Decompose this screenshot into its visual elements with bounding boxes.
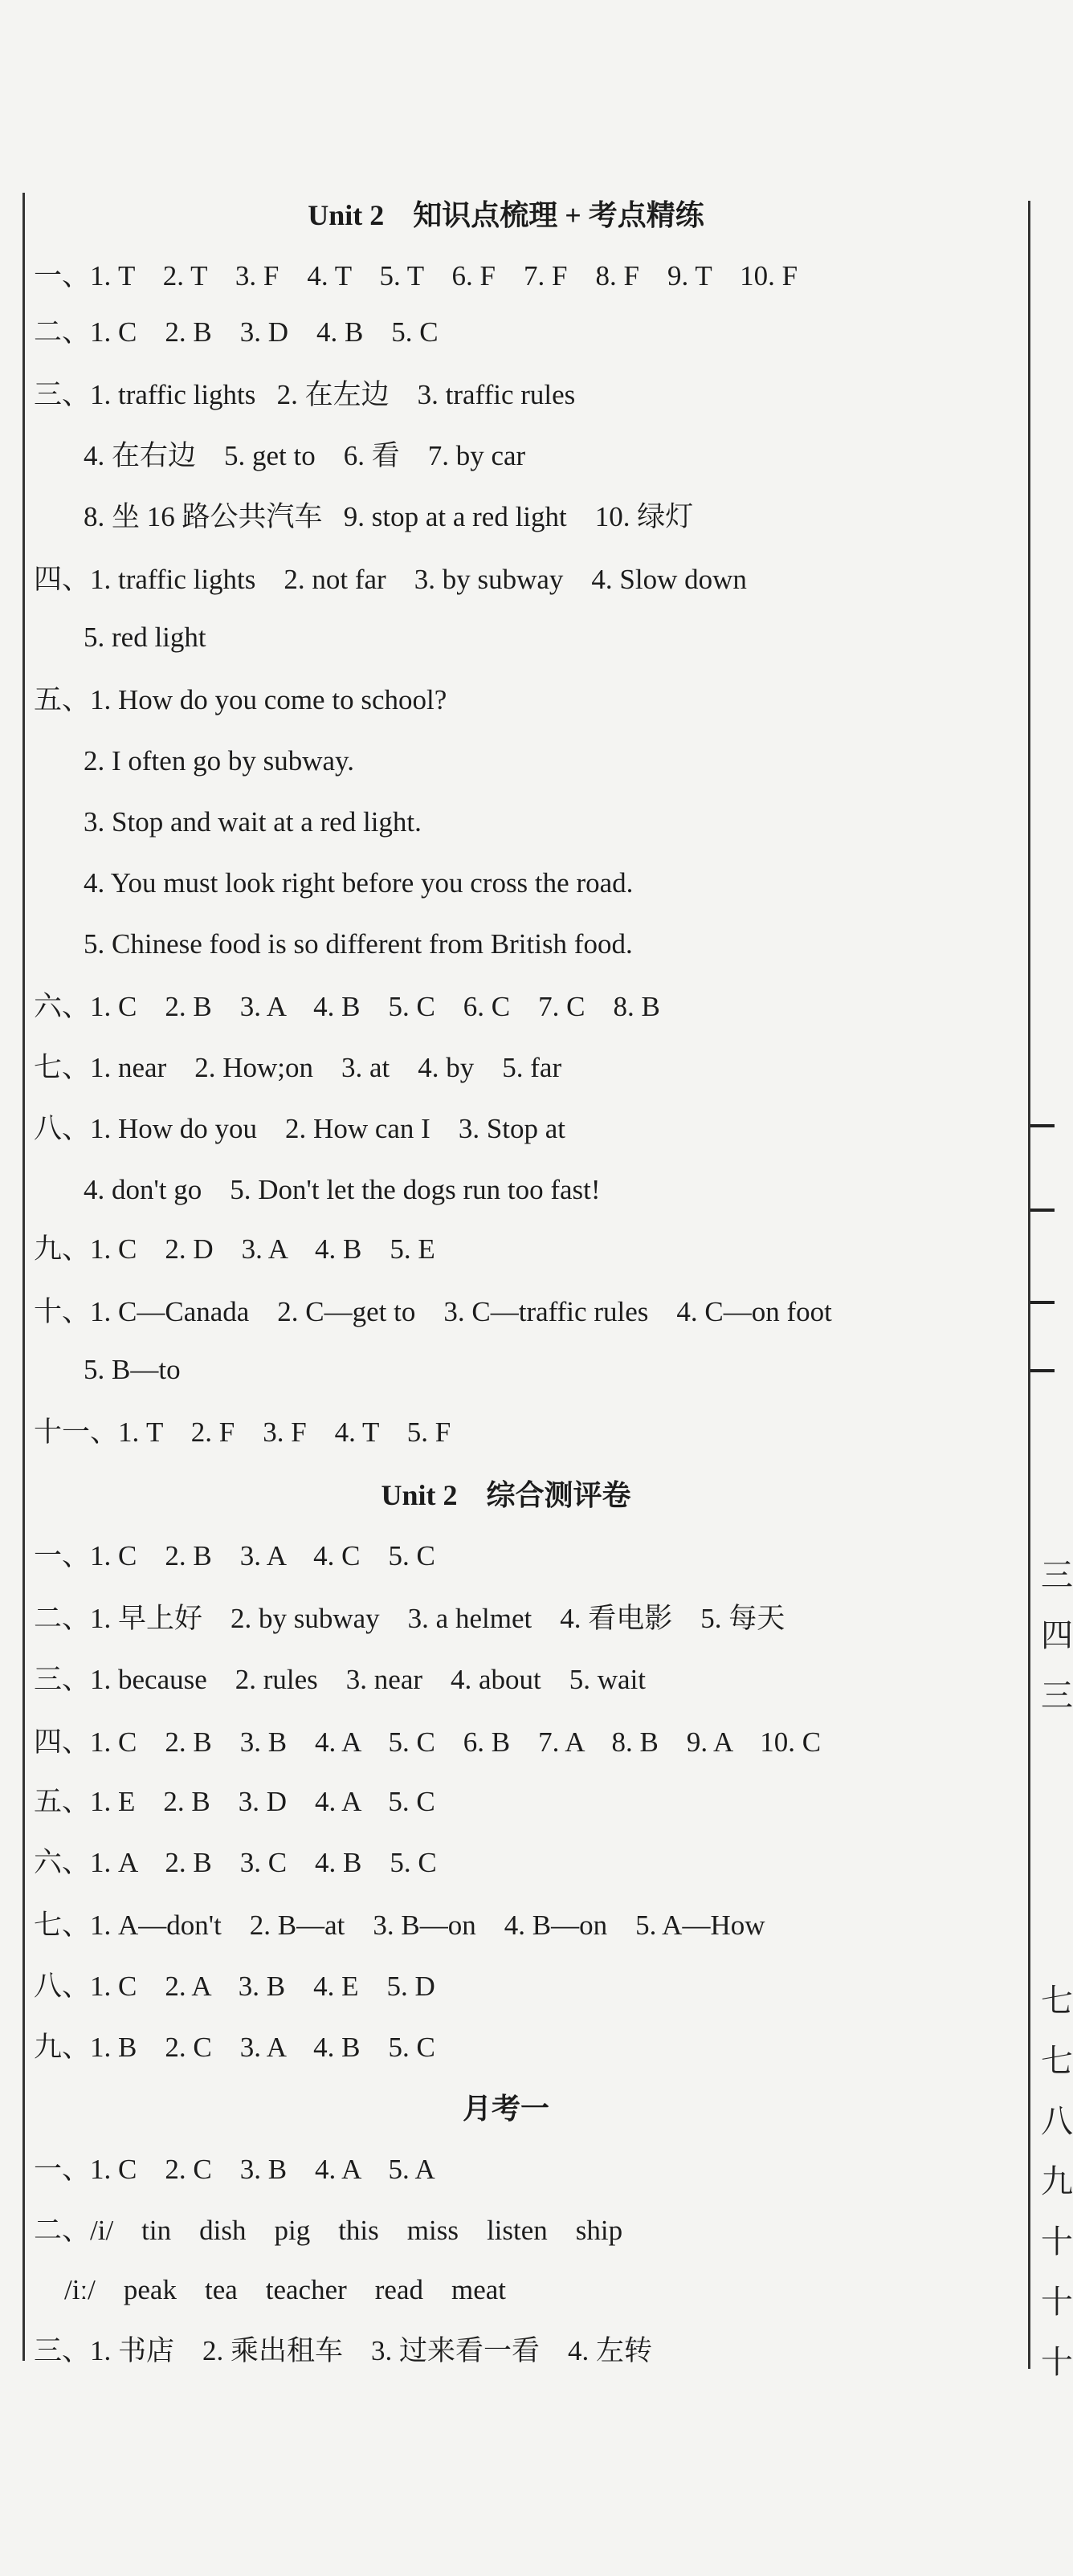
section-heading-unit2-knowledge: Unit 2 知识点梳理 + 考点精练 bbox=[308, 199, 704, 231]
answer-line: 4. don't go 5. Don't let the dogs run too fast! bbox=[84, 1174, 601, 1205]
next-column-glyph: 十 bbox=[1041, 2223, 1073, 2260]
next-column-fragment bbox=[1030, 1209, 1055, 1212]
next-column-glyph: 四 bbox=[1041, 1617, 1073, 1653]
next-column-glyph: 七 bbox=[1041, 2043, 1073, 2079]
answer-line: 四、1. traffic lights 2. not far 3. by subway 4. Slow down bbox=[34, 564, 747, 595]
answer-line: 三、1. traffic lights 2. 在左边 3. traffic rules bbox=[34, 379, 576, 410]
answer-line: 一、1. T 2. T 3. F 4. T 5. T 6. F 7. F 8. F 9. T 10. F bbox=[34, 260, 798, 291]
answer-line: 8. 坐 16 路公共汽车 9. stop at a red light 10. 绿灯 bbox=[84, 501, 694, 532]
answer-line: 5. B—to bbox=[84, 1354, 181, 1385]
answer-line: 四、1. C 2. B 3. B 4. A 5. C 6. B 7. A 8. B 9. A 10. C bbox=[34, 1726, 822, 1758]
section-heading-monthly-test: 月考一 bbox=[462, 2093, 549, 2125]
answer-line: 三、1. because 2. rules 3. near 4. about 5. wait bbox=[34, 1664, 647, 1695]
answer-line: 3. Stop and wait at a red light. bbox=[84, 806, 422, 838]
answer-line: 十一、1. T 2. F 3. F 4. T 5. F bbox=[34, 1416, 451, 1448]
answer-line: 九、1. B 2. C 3. A 4. B 5. C bbox=[34, 2032, 435, 2063]
answer-line: 二、1. 早上好 2. by subway 3. a helmet 4. 看电影 5. 每天 bbox=[34, 1603, 785, 1634]
section-heading-unit2-test: Unit 2 综合测评卷 bbox=[381, 1479, 631, 1511]
answer-line: 一、1. C 2. B 3. A 4. C 5. C bbox=[34, 1540, 435, 1571]
next-column-glyph: 七 bbox=[1041, 1983, 1073, 2019]
answer-line: 一、1. C 2. C 3. B 4. A 5. A bbox=[34, 2154, 435, 2185]
answer-line: 2. I often go by subway. bbox=[84, 745, 354, 776]
answer-line: 二、1. C 2. B 3. D 4. B 5. C bbox=[34, 316, 439, 348]
next-column-fragment bbox=[1030, 1301, 1055, 1304]
right-column-rule bbox=[1028, 201, 1030, 2369]
answer-line: 八、1. How do you 2. How can I 3. Stop at bbox=[34, 1113, 566, 1144]
left-column-rule bbox=[22, 193, 25, 2361]
next-column-glyph: 十 bbox=[1041, 2284, 1073, 2320]
next-column-fragment bbox=[1030, 1124, 1055, 1127]
answer-line: 七、1. A—don't 2. B—at 3. B—on 4. B—on 5. A—How bbox=[34, 1910, 765, 1941]
answer-line: 5. Chinese food is so different from British food. bbox=[84, 928, 633, 960]
answer-line: 五、1. How do you come to school? bbox=[34, 684, 447, 715]
answer-line: 三、1. 书店 2. 乘出租车 3. 过来看一看 4. 左转 bbox=[34, 2335, 653, 2366]
next-column-glyph: 三 bbox=[1041, 1557, 1073, 1593]
next-column-glyph: 三 bbox=[1041, 1677, 1073, 1714]
answer-line: 4. You must look right before you cross the road. bbox=[84, 867, 634, 899]
answer-line: 八、1. C 2. A 3. B 4. E 5. D bbox=[34, 1971, 435, 2002]
answer-line: 五、1. E 2. B 3. D 4. A 5. C bbox=[34, 1786, 435, 1817]
answer-line: 十、1. C—Canada 2. C—get to 3. C—traffic rules 4. C—on foot bbox=[34, 1296, 832, 1327]
answer-line: 4. 在右边 5. get to 6. 看 7. by car bbox=[84, 440, 526, 471]
next-column-glyph: 八 bbox=[1041, 2103, 1073, 2139]
next-column-glyph: 十 bbox=[1041, 2344, 1073, 2380]
answer-line: 六、1. C 2. B 3. A 4. B 5. C 6. C 7. C 8. B bbox=[34, 991, 660, 1022]
answer-line: /iː/ peak tea teacher read meat bbox=[64, 2274, 507, 2305]
answer-line: 九、1. C 2. D 3. A 4. B 5. E bbox=[34, 1233, 435, 1265]
answer-line: 七、1. near 2. How;on 3. at 4. by 5. far bbox=[34, 1052, 562, 1083]
answer-line: 二、/i/ tin dish pig this miss listen ship bbox=[34, 2215, 623, 2246]
next-column-fragment bbox=[1030, 1369, 1055, 1372]
answer-line: 5. red light bbox=[84, 622, 206, 653]
next-column-glyph: 九 bbox=[1041, 2163, 1073, 2199]
answer-line: 六、1. A 2. B 3. C 4. B 5. C bbox=[34, 1847, 437, 1878]
